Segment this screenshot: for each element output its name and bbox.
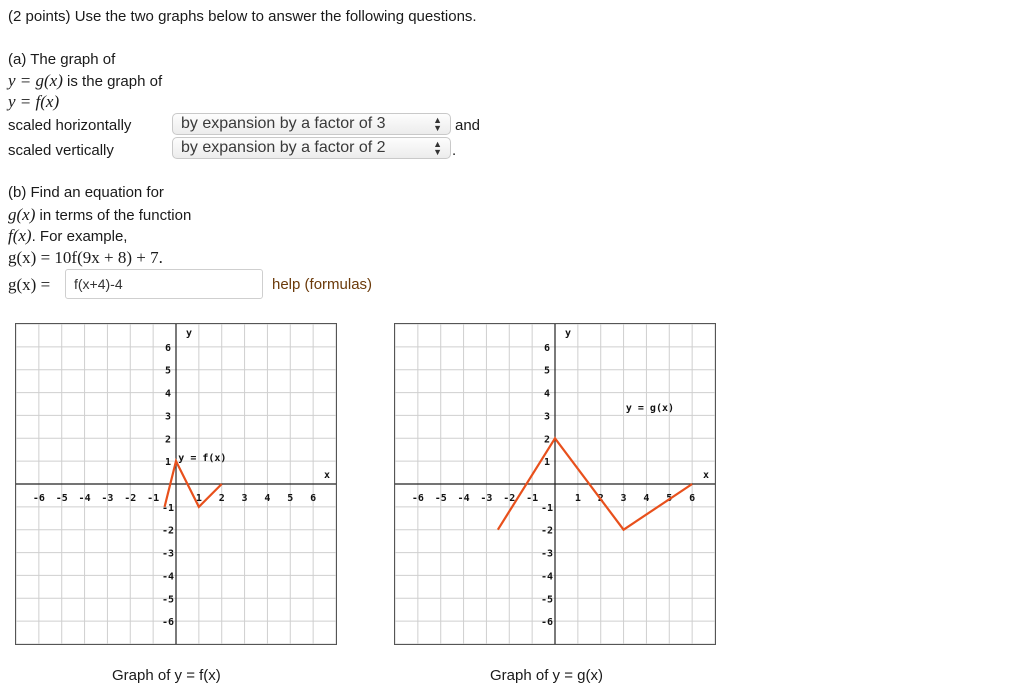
graph-f-plot bbox=[16, 324, 336, 644]
part-a-intro: (a) The graph of bbox=[8, 51, 116, 68]
curve-label: y = g(x) bbox=[625, 402, 675, 414]
graph-f bbox=[15, 323, 337, 645]
x-tick-label: -1 bbox=[147, 493, 160, 504]
y-tick-label: 4 bbox=[543, 388, 551, 400]
select-arrows-icon: ▲ ▼ bbox=[433, 115, 442, 133]
part-b-line3 bbox=[8, 226, 127, 246]
and-text: and bbox=[455, 117, 481, 134]
graph-f-caption: Graph of y = f(x) bbox=[112, 667, 221, 684]
vertical-label: scaled vertically bbox=[8, 142, 114, 159]
y-tick-label: 2 bbox=[164, 434, 172, 446]
x-tick-label: 3 bbox=[241, 493, 248, 504]
part-a-line2 bbox=[8, 71, 162, 91]
y-tick-label: 6 bbox=[543, 342, 551, 354]
y-tick-label: -3 bbox=[540, 548, 554, 560]
x-axis-label: x bbox=[324, 470, 331, 481]
curve-label: y = f(x) bbox=[178, 453, 227, 465]
x-tick-label: -3 bbox=[101, 493, 114, 504]
part-b-line2-suffix: in terms of the function bbox=[35, 207, 192, 224]
y-tick-label: 3 bbox=[543, 411, 551, 423]
x-tick-label: 3 bbox=[620, 493, 627, 504]
y-tick-label: -5 bbox=[540, 594, 554, 606]
select-arrows-icon: ▲ ▼ bbox=[433, 139, 442, 157]
x-tick-label: 4 bbox=[643, 493, 650, 504]
y-tick-label: -4 bbox=[161, 571, 175, 583]
y-tick-label: -1 bbox=[161, 502, 175, 514]
f-equation: y = f(x) bbox=[8, 92, 60, 111]
y-tick-label: 4 bbox=[164, 388, 172, 400]
x-tick-label: -6 bbox=[32, 493, 45, 504]
y-tick-label: -2 bbox=[540, 525, 554, 537]
y-tick-label: 3 bbox=[164, 411, 172, 423]
y-axis-label: y bbox=[186, 328, 193, 339]
x-tick-label: 5 bbox=[666, 493, 673, 504]
x-tick-label: 2 bbox=[597, 493, 604, 504]
y-axis-label: y bbox=[565, 328, 572, 339]
horizontal-label: scaled horizontally bbox=[8, 117, 132, 134]
x-tick-label: -4 bbox=[457, 493, 470, 504]
g-of-x: g(x) bbox=[8, 205, 36, 224]
x-tick-label: -4 bbox=[78, 493, 91, 504]
y-tick-label: 2 bbox=[543, 434, 551, 446]
x-tick-label: -6 bbox=[411, 493, 424, 504]
x-tick-label: -1 bbox=[526, 493, 539, 504]
answer-input[interactable] bbox=[65, 269, 263, 299]
x-tick-label: -5 bbox=[434, 493, 447, 504]
x-tick-label: 1 bbox=[574, 493, 581, 504]
y-tick-label: 1 bbox=[543, 457, 551, 469]
y-tick-label: -6 bbox=[161, 617, 175, 629]
y-tick-label: 1 bbox=[164, 457, 172, 469]
graph-g-plot bbox=[395, 324, 715, 644]
horizontal-scale-select[interactable] bbox=[172, 113, 451, 135]
graph-g bbox=[394, 323, 716, 645]
x-tick-label: 6 bbox=[689, 493, 696, 504]
f-of-x: f(x) bbox=[8, 226, 32, 245]
g-equation: y = g(x) bbox=[8, 71, 63, 90]
y-tick-label: 5 bbox=[543, 365, 551, 377]
x-tick-label: 2 bbox=[218, 493, 225, 504]
x-tick-label: -3 bbox=[480, 493, 493, 504]
y-tick-label: -1 bbox=[540, 502, 554, 514]
y-tick-label: -6 bbox=[540, 617, 554, 629]
part-b-line2 bbox=[8, 205, 191, 225]
example-equation: g(x) = 10f(9x + 8) + 7. bbox=[8, 248, 163, 267]
y-tick-label: -5 bbox=[161, 594, 175, 606]
y-tick-label: -3 bbox=[161, 548, 175, 560]
vertical-scale-value: by expansion by a factor of 2 bbox=[181, 139, 386, 156]
y-tick-label: 5 bbox=[164, 365, 172, 377]
part-b-intro: (b) Find an equation for bbox=[8, 184, 164, 201]
x-tick-label: -2 bbox=[503, 493, 516, 504]
x-axis-label: x bbox=[703, 470, 710, 481]
answer-label: g(x) = bbox=[8, 275, 51, 294]
part-b-line3-suffix: . For example, bbox=[31, 228, 128, 245]
period-text: . bbox=[452, 142, 457, 159]
x-tick-label: -5 bbox=[55, 493, 68, 504]
horizontal-scale-value: by expansion by a factor of 3 bbox=[181, 115, 386, 132]
x-tick-label: 5 bbox=[287, 493, 294, 504]
x-tick-label: 6 bbox=[310, 493, 317, 504]
part-a-line2-suffix: is the graph of bbox=[62, 73, 163, 90]
vertical-scale-select[interactable] bbox=[172, 137, 451, 159]
y-tick-label: 6 bbox=[164, 342, 172, 354]
help-formulas-link[interactable]: help (formulas) bbox=[272, 276, 373, 293]
y-tick-label: -4 bbox=[540, 571, 554, 583]
question-header: (2 points) Use the two graphs below to answer the following questions. bbox=[8, 8, 477, 25]
x-tick-label: -2 bbox=[124, 493, 137, 504]
x-tick-label: 4 bbox=[264, 493, 271, 504]
graph-g-caption: Graph of y = g(x) bbox=[490, 667, 603, 684]
y-tick-label: -2 bbox=[161, 525, 175, 537]
x-tick-label: 1 bbox=[195, 493, 202, 504]
